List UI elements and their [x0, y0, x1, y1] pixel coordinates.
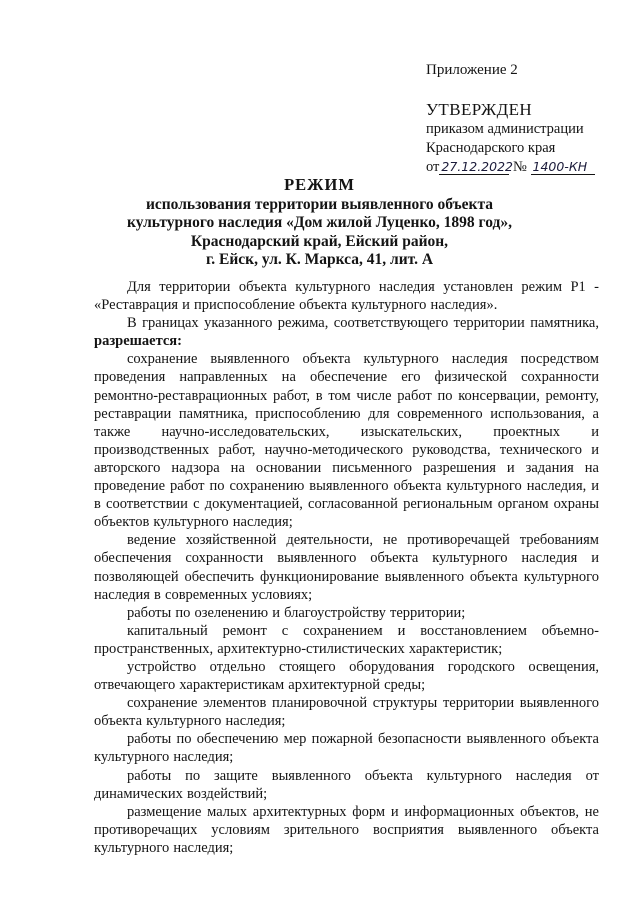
- paragraph-landscaping: работы по озеленению и благоустройству территории;: [127, 604, 466, 621]
- document-title: РЕЖИМ: [284, 175, 355, 194]
- approved-by-line-1: приказом администрации: [426, 121, 584, 137]
- approved-stamp-text: УТВЕРЖДЕН: [426, 100, 533, 119]
- order-number-sign: №: [513, 159, 527, 175]
- permitted-keyword: разрешается:: [94, 333, 182, 350]
- order-number-handwritten: 1400-КН: [531, 159, 595, 175]
- title-line-1: использования территории выявленного объекта: [145, 196, 494, 213]
- permitted-intro-text: В границах указанного режима, соответствующего территории памятника,: [127, 315, 599, 332]
- order-date-handwritten: 27.12.2022: [441, 159, 513, 174]
- order-prefix: от: [426, 159, 440, 175]
- paragraph-lighting: устройство отдельно стоящего оборудования городского освещения, отвечающего характеристикам архитектурной среды;: [94, 658, 599, 694]
- paragraph-economic-activity: ведение хозяйственной деятельности, не противоречащей требованиям обеспечения сохранности выявленного объекта культурного наследия и позволяющей обеспечить функционирование выявленного объекта культурного наследия в современных условиях;: [94, 532, 599, 603]
- annex-label: Приложение 2: [426, 62, 518, 78]
- paragraph-small-forms: размещение малых архитектурных форм и информационных объектов, не противоречащих условиям зрительного восприятия выявленного объекта культурного наследия;: [94, 803, 599, 856]
- approved-by-line-2: Краснодарского края: [426, 140, 556, 156]
- title-line-3: Краснодарский край, Ейский район,: [190, 233, 449, 250]
- paragraph-capital-repair: капитальный ремонт с сохранением и восстановлением объемно-пространственных, архитектурно-стилистических характеристик;: [94, 622, 599, 657]
- document-body: [94, 278, 599, 857]
- paragraph-planning-structure: сохранение элементов планировочной структуры территории выявленного объекта культурного наследия;: [94, 695, 599, 730]
- paragraph-permitted-intro: [94, 314, 599, 350]
- title-line-2: культурного наследия «Дом жилой Луценко, 1898 год»,: [127, 214, 512, 231]
- order-reference: [426, 159, 595, 176]
- paragraph-fire-safety: работы по обеспечению мер пожарной безопасности выявленного объекта культурного наследия;: [94, 731, 599, 766]
- paragraph-dynamic-protection: работы по защите выявленного объекта культурного наследия от динамических воздействий;: [94, 767, 599, 802]
- paragraph-preservation: сохранение выявленного объекта культурного наследия посредством проведения направленных на обеспечение его физической сохранности ремонтно-реставрационных работ, в том числе работ по консервации, ремонту, реставрации памятника, приспособлению для современного использования, а также научно-исследовательских, изыскательских, проектных и производственных работ, научно-методического руководства, технического и авторского надзора на основании письменного разрешения и задания на проведение работ по сохранению выявленного объекта культурного наследия, и в соответствии с документацией, согласованной региональным органом охраны объектов культурного наследия;: [94, 351, 599, 531]
- title-line-4: г. Ейск, ул. К. Маркса, 41, лит. А: [205, 251, 434, 268]
- paragraph-regime: Для территории объекта культурного наследия установлен режим Р1 - «Реставрация и приспособление объекта культурного наследия».: [94, 279, 599, 314]
